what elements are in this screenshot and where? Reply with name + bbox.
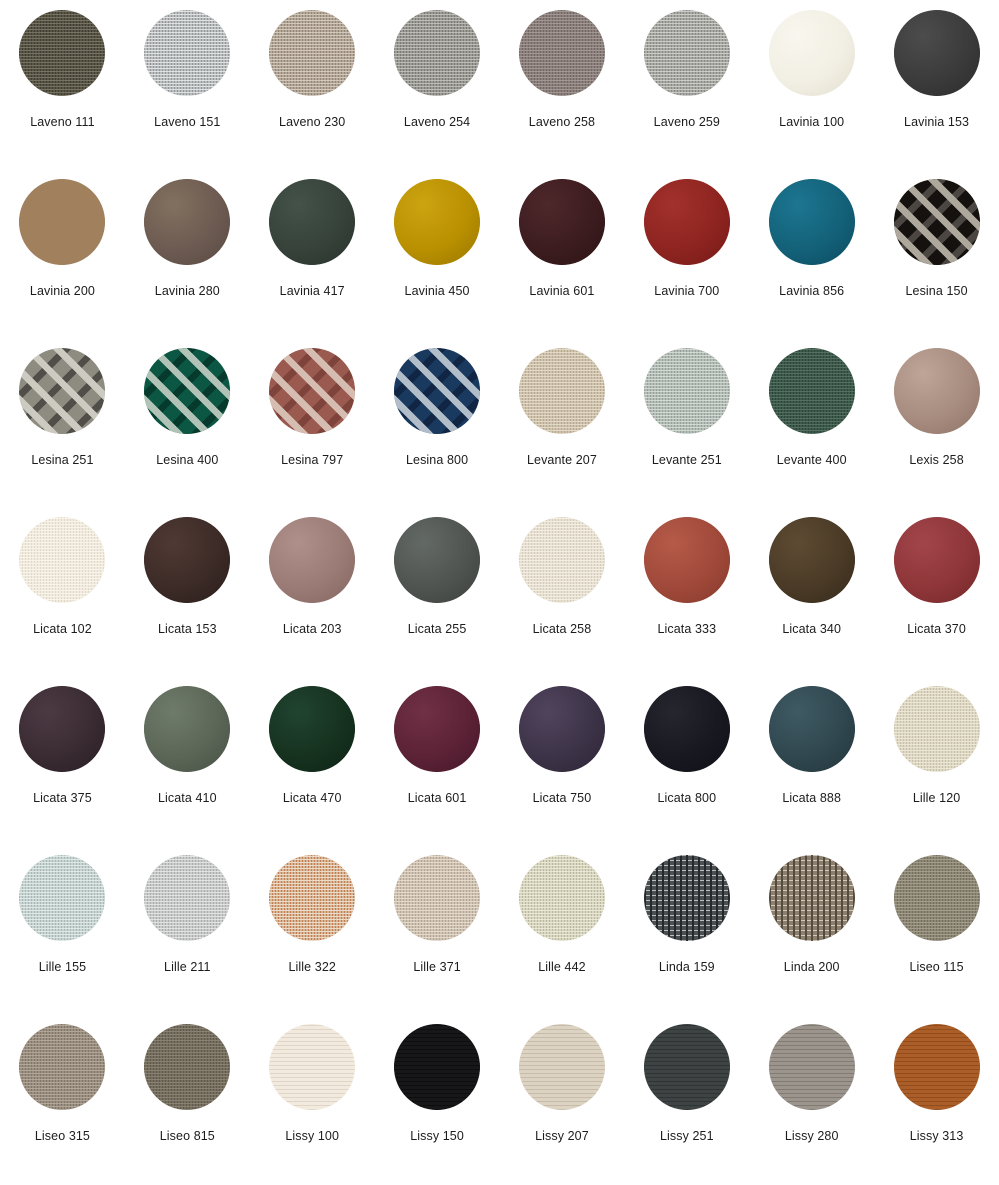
swatch-label: Lissy 280 [784, 1129, 839, 1143]
swatch-label: Lavinia 700 [654, 284, 720, 298]
swatch-label: Licata 888 [782, 791, 842, 805]
swatch-texture-overlay [519, 10, 605, 96]
swatch-label: Lavinia 280 [154, 284, 220, 298]
swatch-color-disc[interactable] [644, 10, 730, 96]
swatch-label: Lesina 797 [281, 453, 344, 467]
swatch-texture-overlay [519, 1024, 605, 1110]
swatch-color-disc[interactable] [394, 517, 480, 603]
swatch-item[interactable] [125, 509, 250, 678]
swatch-texture-overlay [394, 855, 480, 941]
swatch-color-disc[interactable] [269, 855, 355, 941]
swatch-item[interactable] [125, 340, 250, 509]
swatch-texture-overlay [269, 10, 355, 96]
swatch-texture-overlay [769, 855, 855, 941]
swatch-label: Laveno 111 [30, 115, 95, 129]
swatch-item[interactable] [749, 847, 874, 1016]
swatch-item[interactable] [500, 847, 625, 1016]
swatch-texture-overlay [769, 179, 855, 265]
swatch-item[interactable] [375, 340, 500, 509]
swatch-texture-overlay [144, 348, 230, 434]
swatch-color-disc[interactable] [519, 855, 605, 941]
swatch-label: Licata 258 [532, 622, 592, 636]
swatch-color-disc[interactable] [644, 855, 730, 941]
swatch-color-disc[interactable] [269, 348, 355, 434]
swatch-item[interactable] [250, 1016, 375, 1185]
swatch-texture-overlay [144, 179, 230, 265]
swatch-texture-overlay [644, 1024, 730, 1110]
swatch-label: Lissy 207 [535, 1129, 589, 1143]
swatch-texture-overlay [269, 348, 355, 434]
swatch-texture-overlay [269, 517, 355, 603]
swatch-item[interactable] [0, 171, 125, 340]
swatch-color-disc[interactable] [394, 1024, 480, 1110]
swatch-label: Lille 442 [538, 960, 586, 974]
swatch-label: Licata 255 [407, 622, 467, 636]
swatch-item[interactable] [874, 678, 999, 847]
swatch-texture-overlay [269, 179, 355, 265]
swatch-color-disc[interactable] [269, 179, 355, 265]
swatch-texture-overlay [19, 1024, 105, 1110]
swatch-item[interactable] [250, 340, 375, 509]
swatch-item[interactable] [874, 171, 999, 340]
swatch-texture-overlay [19, 517, 105, 603]
swatch-color-disc[interactable] [769, 10, 855, 96]
swatch-texture-overlay [519, 855, 605, 941]
swatch-texture-overlay [394, 517, 480, 603]
swatch-color-disc[interactable] [144, 179, 230, 265]
swatch-item[interactable] [874, 1016, 999, 1185]
swatch-item[interactable] [250, 847, 375, 1016]
swatch-label: Licata 375 [33, 791, 92, 805]
swatch-color-disc[interactable] [519, 517, 605, 603]
swatch-color-disc[interactable] [519, 10, 605, 96]
swatch-label: Laveno 254 [403, 115, 471, 129]
swatch-color-disc[interactable] [894, 179, 980, 265]
swatch-texture-overlay [769, 517, 855, 603]
swatch-color-disc[interactable] [519, 348, 605, 434]
swatch-item[interactable] [0, 340, 125, 509]
swatch-item[interactable] [375, 678, 500, 847]
swatch-item[interactable] [749, 171, 874, 340]
swatch-label: Lavinia 601 [529, 284, 595, 298]
swatch-color-disc[interactable] [269, 10, 355, 96]
swatch-texture-overlay [394, 179, 480, 265]
swatch-color-disc[interactable] [519, 179, 605, 265]
swatch-color-disc[interactable] [894, 348, 980, 434]
swatch-texture-overlay [394, 348, 480, 434]
swatch-texture-overlay [519, 686, 605, 772]
swatch-label: Licata 153 [157, 622, 217, 636]
swatch-label: Levante 400 [776, 453, 847, 467]
swatch-label: Lavinia 100 [779, 115, 845, 129]
swatch-item[interactable] [0, 678, 125, 847]
swatch-color-disc[interactable] [19, 686, 105, 772]
swatch-label: Levante 207 [526, 453, 597, 467]
swatch-label: Licata 203 [282, 622, 342, 636]
swatch-item[interactable] [125, 847, 250, 1016]
swatch-item[interactable] [874, 2, 999, 171]
swatch-texture-overlay [269, 855, 355, 941]
swatch-color-disc[interactable] [894, 686, 980, 772]
swatch-texture-overlay [19, 179, 105, 265]
swatch-item[interactable] [624, 340, 749, 509]
swatch-color-disc[interactable] [769, 855, 855, 941]
swatch-item[interactable] [624, 171, 749, 340]
swatch-label: Lesina 150 [905, 284, 968, 298]
swatch-item[interactable] [500, 2, 625, 171]
swatch-label: Lavinia 200 [29, 284, 95, 298]
swatch-label: Lavinia 856 [779, 284, 845, 298]
swatch-item[interactable] [0, 1016, 125, 1185]
swatch-item[interactable] [749, 678, 874, 847]
swatch-item[interactable] [500, 678, 625, 847]
swatch-texture-overlay [644, 179, 730, 265]
swatch-item[interactable] [874, 509, 999, 678]
swatch-texture-overlay [394, 10, 480, 96]
swatch-color-disc[interactable] [894, 855, 980, 941]
swatch-item[interactable] [125, 1016, 250, 1185]
swatch-color-disc[interactable] [894, 1024, 980, 1110]
swatch-label: Lissy 150 [410, 1129, 464, 1143]
swatch-color-disc[interactable] [769, 517, 855, 603]
swatch-label: Lissy 313 [909, 1129, 964, 1143]
swatch-texture-overlay [769, 10, 855, 96]
swatch-item[interactable] [624, 847, 749, 1016]
swatch-texture-overlay [894, 348, 980, 434]
swatch-item[interactable] [0, 2, 125, 171]
swatch-color-disc[interactable] [894, 10, 980, 96]
swatch-color-disc[interactable] [144, 10, 230, 96]
swatch-label: Lesina 251 [31, 453, 94, 467]
swatch-item[interactable] [375, 509, 500, 678]
swatch-item[interactable] [624, 509, 749, 678]
swatch-texture-overlay [769, 1024, 855, 1110]
swatch-item[interactable] [500, 340, 625, 509]
swatch-item[interactable] [500, 171, 625, 340]
swatch-color-disc[interactable] [19, 179, 105, 265]
swatch-color-disc[interactable] [144, 1024, 230, 1110]
swatch-color-disc[interactable] [394, 348, 480, 434]
swatch-texture-overlay [894, 686, 980, 772]
swatch-label: Licata 800 [657, 791, 717, 805]
swatch-color-disc[interactable] [644, 348, 730, 434]
swatch-item[interactable] [375, 1016, 500, 1185]
swatch-color-disc[interactable] [19, 517, 105, 603]
swatch-color-disc[interactable] [644, 517, 730, 603]
swatch-label: Lille 155 [38, 960, 87, 974]
swatch-color-disc[interactable] [394, 10, 480, 96]
swatch-texture-overlay [644, 686, 730, 772]
swatch-texture-overlay [144, 1024, 230, 1110]
swatch-label: Liseo 815 [159, 1129, 215, 1143]
swatch-label: Licata 470 [282, 791, 342, 805]
swatch-texture-overlay [19, 10, 105, 96]
swatch-label: Laveno 151 [154, 115, 221, 129]
swatch-label: Licata 333 [657, 622, 717, 636]
swatch-label: Liseo 315 [34, 1129, 90, 1143]
swatch-texture-overlay [894, 10, 980, 96]
swatch-label: Lesina 400 [156, 453, 219, 467]
swatch-texture-overlay [894, 517, 980, 603]
swatch-label: Lille 322 [288, 960, 336, 974]
swatch-color-disc[interactable] [144, 855, 230, 941]
swatch-color-disc[interactable] [144, 517, 230, 603]
swatch-label: Lissy 100 [285, 1129, 340, 1143]
swatch-item[interactable] [250, 509, 375, 678]
swatch-label: Licata 102 [33, 622, 92, 636]
swatch-texture-overlay [644, 348, 730, 434]
swatch-color-disc[interactable] [19, 1024, 105, 1110]
swatch-label: Lille 371 [413, 960, 461, 974]
swatch-item[interactable] [250, 678, 375, 847]
swatch-texture-overlay [144, 517, 230, 603]
swatch-color-disc[interactable] [519, 686, 605, 772]
swatch-texture-overlay [144, 855, 230, 941]
swatch-label: Licata 340 [782, 622, 842, 636]
swatch-item[interactable] [749, 340, 874, 509]
swatch-color-disc[interactable] [769, 686, 855, 772]
swatch-label: Lesina 800 [405, 453, 469, 467]
swatch-label: Lille 211 [164, 960, 211, 974]
swatch-label: Linda 159 [658, 960, 715, 974]
swatch-texture-overlay [19, 348, 105, 434]
swatch-item[interactable] [500, 509, 625, 678]
swatch-item[interactable] [375, 847, 500, 1016]
swatch-color-disc[interactable] [19, 855, 105, 941]
swatch-item[interactable] [874, 340, 999, 509]
swatch-label: Licata 410 [157, 791, 217, 805]
swatch-item[interactable] [624, 1016, 749, 1185]
swatch-label: Licata 370 [907, 622, 966, 636]
swatch-color-disc[interactable] [19, 348, 105, 434]
swatch-color-disc[interactable] [394, 179, 480, 265]
swatch-item[interactable] [749, 509, 874, 678]
swatch-texture-overlay [19, 855, 105, 941]
swatch-color-disc[interactable] [144, 348, 230, 434]
swatch-label: Lavinia 417 [279, 284, 345, 298]
swatch-texture-overlay [19, 686, 105, 772]
swatch-texture-overlay [269, 1024, 355, 1110]
swatch-label: Linda 200 [783, 960, 840, 974]
swatch-color-disc[interactable] [269, 1024, 355, 1110]
swatch-texture-overlay [394, 1024, 480, 1110]
swatch-texture-overlay [644, 10, 730, 96]
swatch-texture-overlay [894, 855, 980, 941]
swatch-label: Lavinia 450 [404, 284, 470, 298]
swatch-texture-overlay [144, 686, 230, 772]
swatch-color-disc[interactable] [269, 517, 355, 603]
swatch-color-disc[interactable] [769, 348, 855, 434]
swatch-label: Laveno 258 [528, 115, 596, 129]
swatch-texture-overlay [144, 10, 230, 96]
swatch-label: Licata 750 [532, 791, 592, 805]
swatch-item[interactable] [375, 171, 500, 340]
swatch-color-disc[interactable] [769, 1024, 855, 1110]
swatch-texture-overlay [769, 348, 855, 434]
swatch-color-disc[interactable] [644, 686, 730, 772]
swatch-label: Laveno 259 [653, 115, 720, 129]
swatch-item[interactable] [749, 1016, 874, 1185]
swatch-item[interactable] [749, 2, 874, 171]
swatch-texture-overlay [769, 686, 855, 772]
swatch-item[interactable] [375, 2, 500, 171]
swatch-label: Lissy 251 [659, 1129, 714, 1143]
swatch-texture-overlay [269, 686, 355, 772]
swatch-item[interactable] [0, 847, 125, 1016]
swatch-color-disc[interactable] [394, 686, 480, 772]
swatch-color-disc[interactable] [144, 686, 230, 772]
swatch-color-disc[interactable] [394, 855, 480, 941]
swatch-item[interactable] [624, 678, 749, 847]
swatch-texture-overlay [519, 179, 605, 265]
swatch-item[interactable] [250, 2, 375, 171]
swatch-color-disc[interactable] [519, 1024, 605, 1110]
swatch-color-disc[interactable] [19, 10, 105, 96]
swatch-item[interactable] [874, 847, 999, 1016]
swatch-label: Lexis 258 [909, 453, 964, 467]
swatch-texture-overlay [394, 686, 480, 772]
swatch-item[interactable] [125, 678, 250, 847]
swatch-color-disc[interactable] [269, 686, 355, 772]
swatch-color-disc[interactable] [644, 1024, 730, 1110]
swatch-label: Laveno 230 [279, 115, 346, 129]
swatch-texture-overlay [894, 1024, 980, 1110]
swatch-item[interactable] [624, 2, 749, 171]
swatch-texture-overlay [644, 855, 730, 941]
swatch-texture-overlay [644, 517, 730, 603]
swatch-color-disc[interactable] [769, 179, 855, 265]
swatch-label: Levante 251 [651, 453, 722, 467]
swatch-texture-overlay [519, 517, 605, 603]
swatch-item[interactable] [125, 171, 250, 340]
swatch-label: Lille 120 [912, 791, 961, 805]
swatch-label: Lavinia 153 [904, 115, 970, 129]
swatch-texture-overlay [894, 179, 980, 265]
swatch-label: Liseo 115 [909, 960, 964, 974]
swatch-label: Licata 601 [407, 791, 467, 805]
swatch-color-disc[interactable] [894, 517, 980, 603]
swatch-item[interactable] [125, 2, 250, 171]
swatch-item[interactable] [250, 171, 375, 340]
swatch-item[interactable] [0, 509, 125, 678]
swatch-texture-overlay [519, 348, 605, 434]
swatch-item[interactable] [500, 1016, 625, 1185]
swatch-color-disc[interactable] [644, 179, 730, 265]
